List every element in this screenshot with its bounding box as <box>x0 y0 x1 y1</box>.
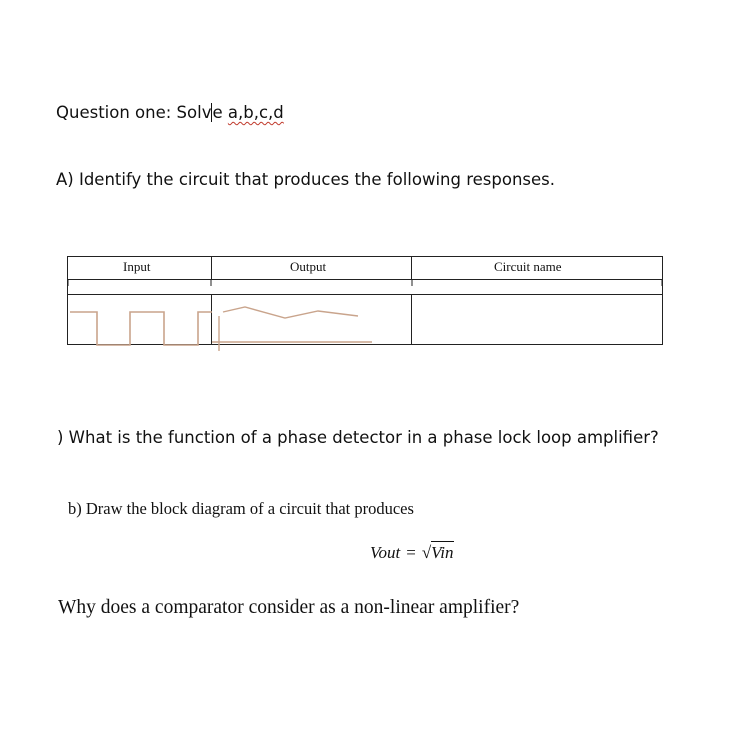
formula-equation <box>370 543 454 563</box>
part-a-question: A) Identify the circuit that produces the following responses. <box>56 170 555 189</box>
radical-sign: √ <box>421 543 432 562</box>
phase-detector-question: ) What is the function of a phase detector in a phase lock loop amplifier? <box>57 428 659 447</box>
header-circuit-label: Circuit name <box>494 259 562 274</box>
part-b-question: b) Draw the block diagram of a circuit that produces <box>68 499 414 518</box>
question-title-text-end: e <box>212 103 223 122</box>
header-output-label: Output <box>290 259 327 274</box>
formula-lhs: Vout <box>370 543 401 562</box>
header-input-label: Input <box>123 259 151 274</box>
comparator-question: Why does a comparator consider as a non-linear amplifier? <box>58 597 520 618</box>
question-title-text: Question one: Solv <box>56 103 212 122</box>
formula-radicand: Vin <box>431 543 454 562</box>
question-title-parts: a,b,c,d <box>227 103 284 122</box>
formula-equals: = <box>406 543 416 562</box>
